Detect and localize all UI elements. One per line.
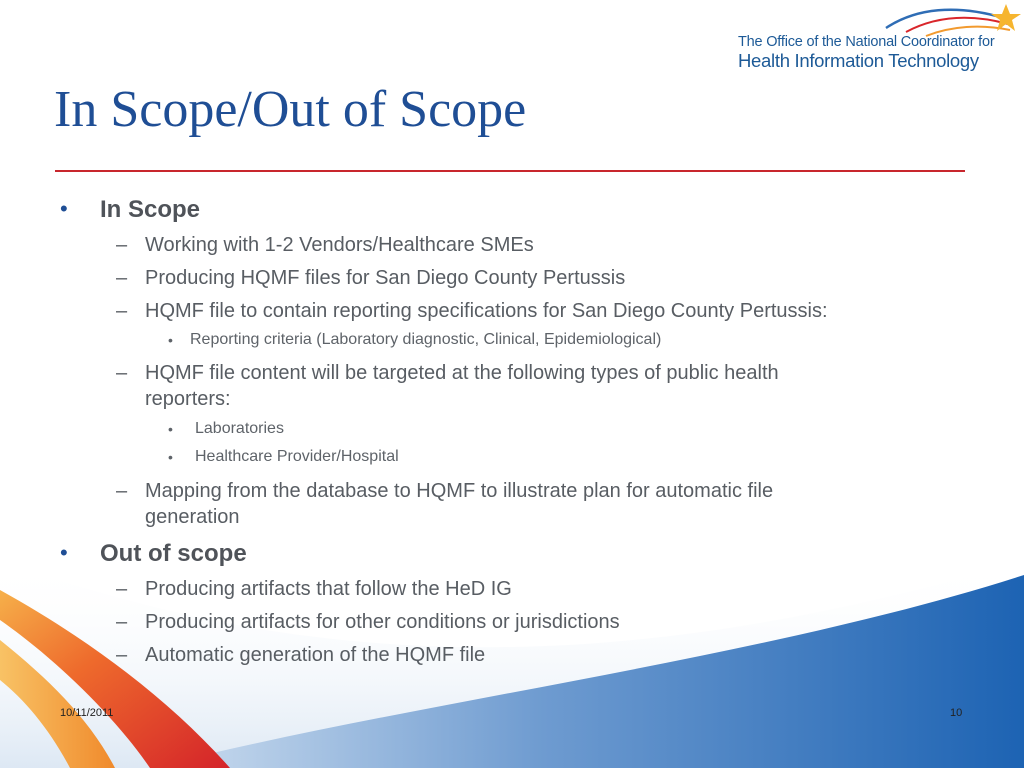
list-item: Producing HQMF files for San Diego County Pertussis xyxy=(145,267,626,289)
bullet-icon: • xyxy=(168,421,173,437)
footer-date: 10/11/2011 xyxy=(60,707,114,719)
list-item: Working with 1-2 Vendors/Healthcare SMEs xyxy=(145,234,534,256)
list-item: Healthcare Provider/Hospital xyxy=(195,448,399,465)
out-of-scope-heading: Out of scope xyxy=(100,540,247,567)
bullet-icon: • xyxy=(60,196,68,221)
dash-icon: – xyxy=(116,234,128,256)
logo-line-2: Health Information Technology xyxy=(738,50,979,71)
dash-icon: – xyxy=(116,578,128,600)
bullet-icon: • xyxy=(168,332,173,348)
bullet-icon: • xyxy=(60,540,68,565)
list-item: Reporting criteria (Laboratory diagnostic, Clinical, Epidemiological) xyxy=(190,331,662,348)
page-number: 10 xyxy=(950,707,963,719)
dash-icon: – xyxy=(116,300,128,322)
list-item-continued: generation xyxy=(145,506,240,528)
dash-icon: – xyxy=(116,267,128,289)
list-item: Automatic generation of the HQMF file xyxy=(145,644,486,666)
logo-line-1: The Office of the National Coordinator for xyxy=(738,34,995,50)
dash-icon: – xyxy=(116,362,128,384)
bullet-icon: • xyxy=(168,449,173,465)
list-item: HQMF file to contain reporting specifications for San Diego County Pertussis: xyxy=(145,300,828,322)
dash-icon: – xyxy=(116,644,128,666)
dash-icon: – xyxy=(116,480,128,502)
list-item: Laboratories xyxy=(195,420,284,437)
list-item: Mapping from the database to HQMF to illustrate plan for automatic file xyxy=(145,480,774,502)
list-item: HQMF file content will be targeted at the following types of public health xyxy=(145,362,779,384)
list-item: Producing artifacts for other conditions or jurisdictions xyxy=(145,611,620,633)
dash-icon: – xyxy=(116,611,128,633)
in-scope-heading: In Scope xyxy=(100,196,201,223)
slide-title: In Scope/Out of Scope xyxy=(54,81,527,138)
list-item: Producing artifacts that follow the HeD IG xyxy=(145,578,512,600)
list-item-continued: reporters: xyxy=(145,388,231,410)
